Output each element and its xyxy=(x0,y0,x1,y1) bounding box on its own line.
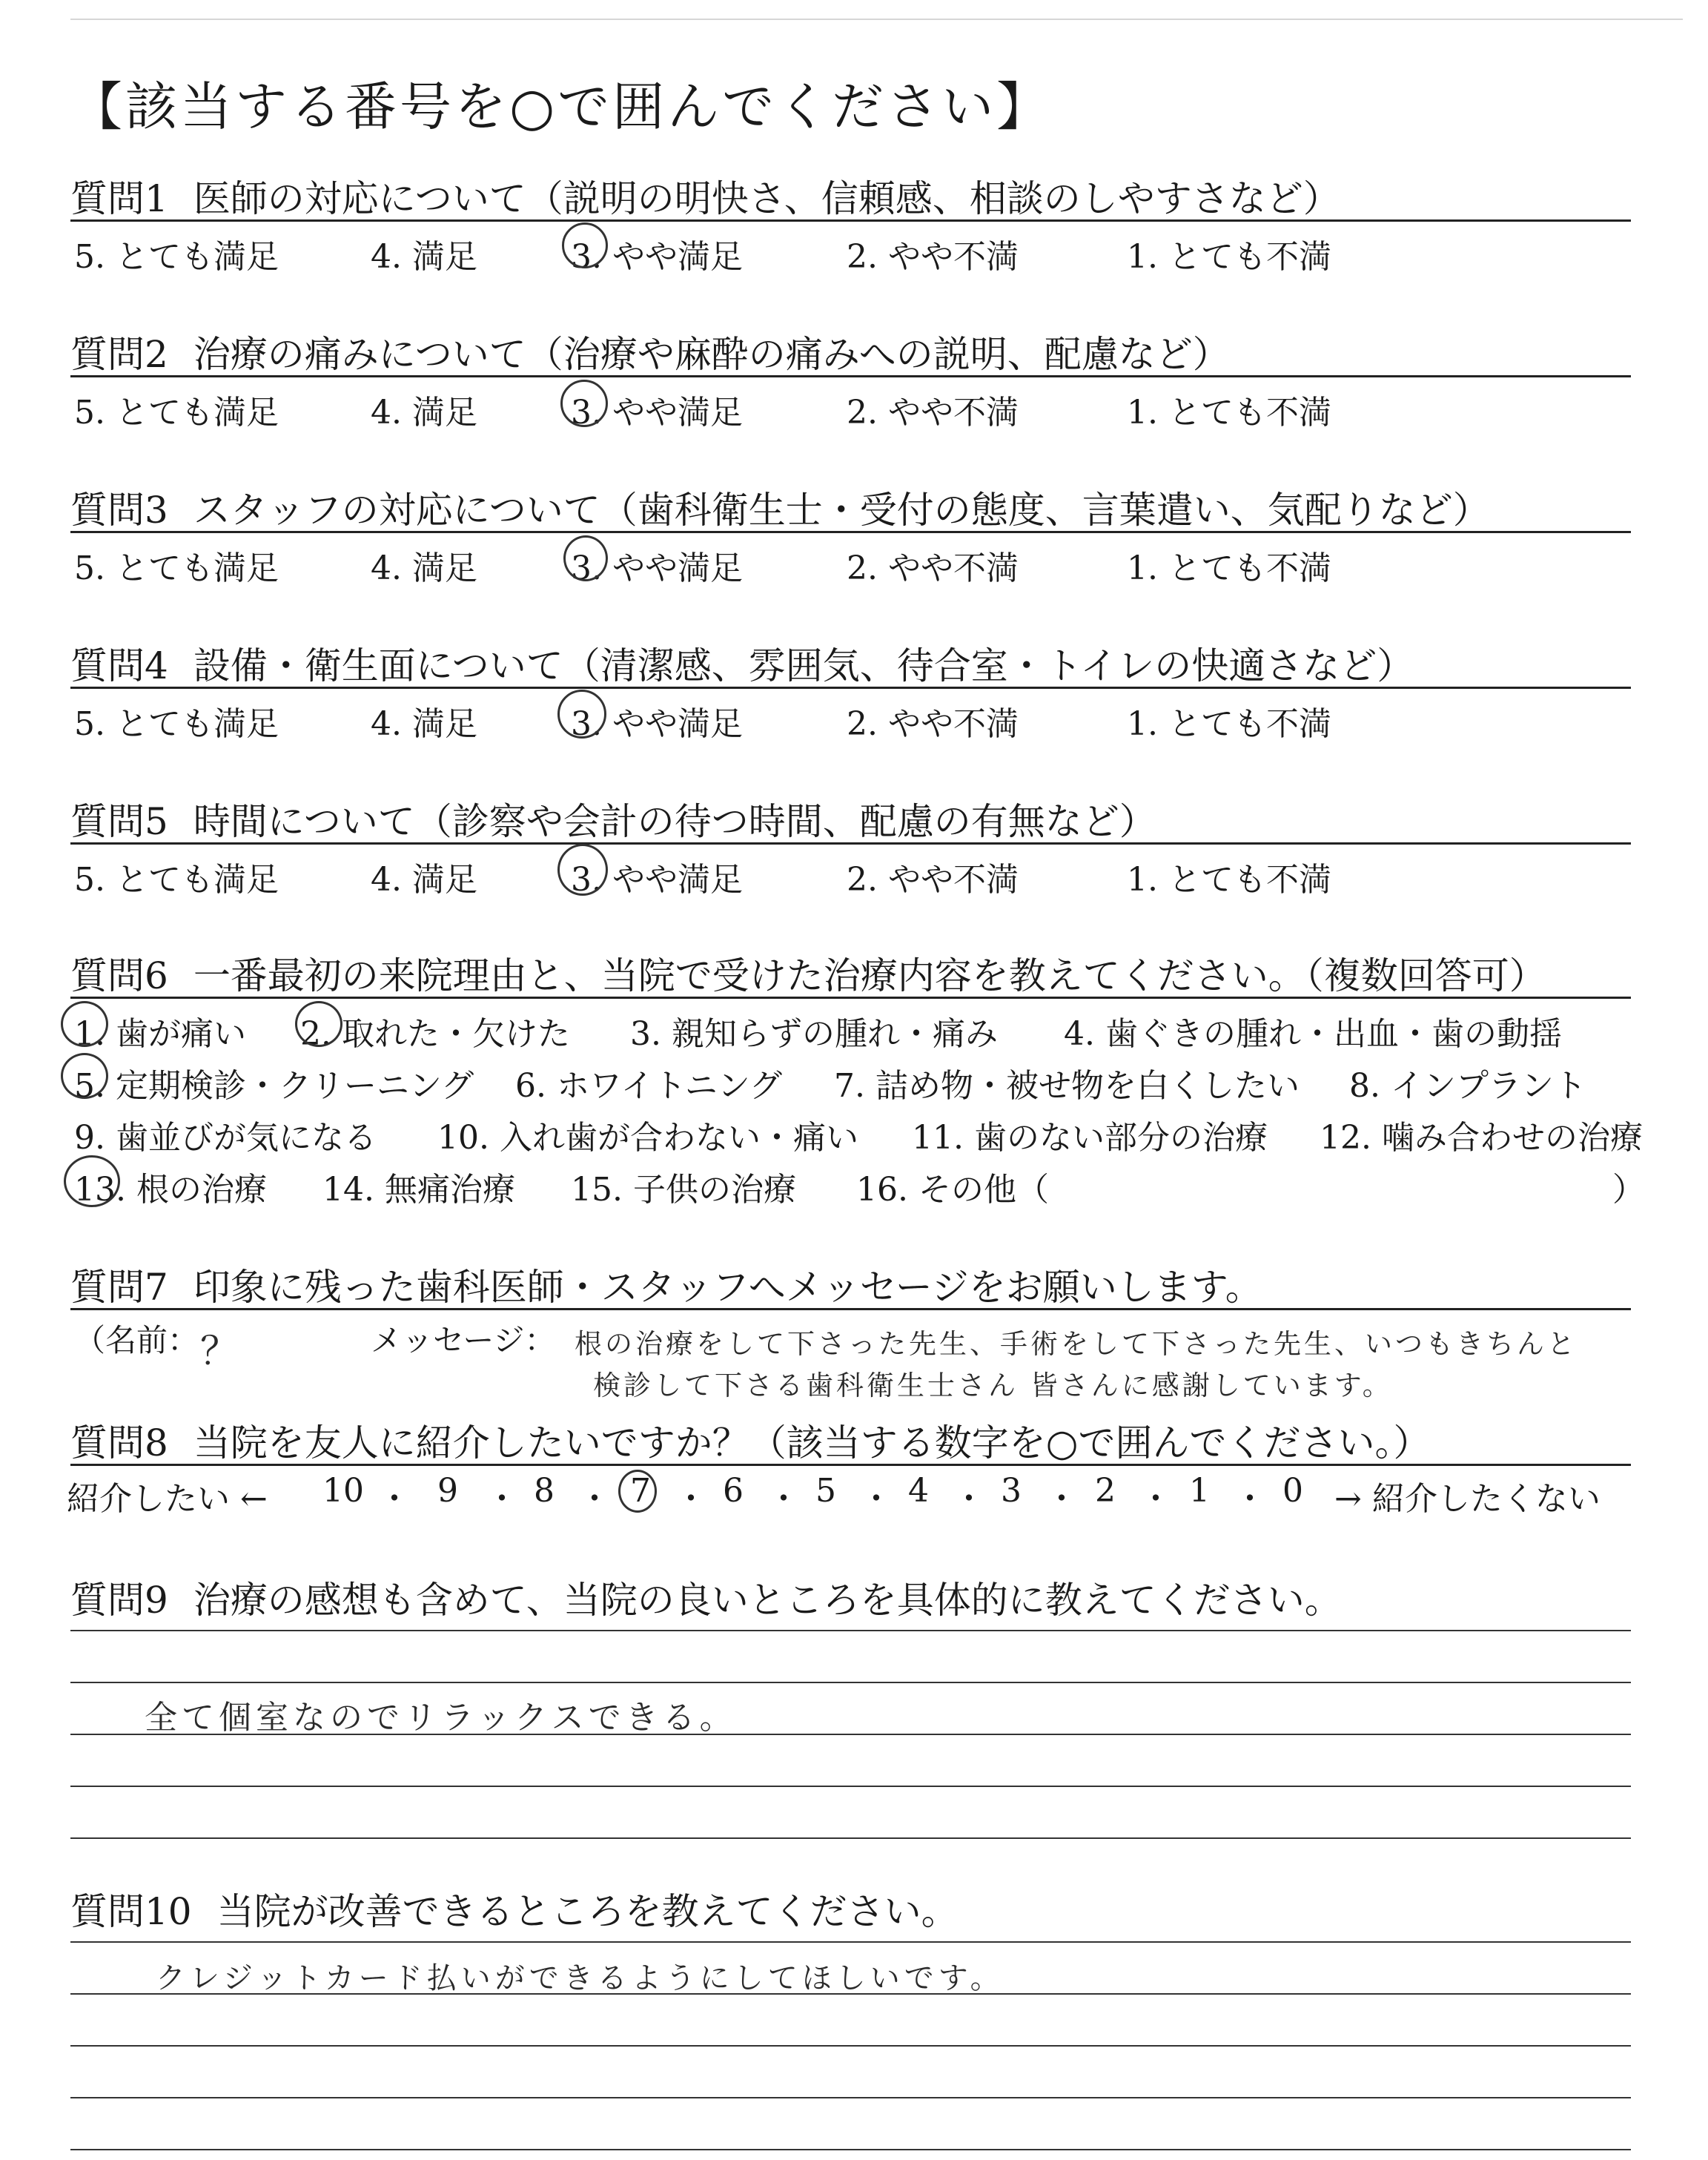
rating-option-3[interactable]: 3. やや満足 xyxy=(571,861,743,899)
question-label: 質問1 xyxy=(70,177,168,220)
question-underline xyxy=(70,1464,1631,1466)
answer-line xyxy=(70,1682,1631,1683)
question-label: 質問10 xyxy=(70,1890,192,1933)
question-9 xyxy=(70,1571,1342,1624)
selection-circle xyxy=(557,690,606,739)
question-label: 質問6 xyxy=(70,954,168,997)
scale-value-7[interactable]: 7 xyxy=(630,1472,651,1510)
rating-option-2[interactable]: 2. やや不満 xyxy=(847,394,1019,432)
question-text: 治療の痛みについて（治療や麻酔の痛みへの説明、配慮など） xyxy=(193,333,1230,376)
question-text: 当院が改善できるところを教えてください。 xyxy=(216,1890,959,1933)
treatment-option[interactable]: 5. 定期検診・クリーニング xyxy=(74,1067,474,1105)
selection-circle xyxy=(557,844,608,896)
treatment-option[interactable]: 9. 歯並びが気になる xyxy=(74,1119,377,1157)
question-underline xyxy=(70,842,1631,845)
scale-value-2[interactable]: 2 xyxy=(1095,1472,1116,1510)
treatment-option[interactable]: 4. 歯ぐきの腫れ・出血・歯の動揺 xyxy=(1064,1015,1562,1053)
rating-option-1[interactable]: 1. とても不満 xyxy=(1127,238,1331,276)
scale-value-0[interactable]: 0 xyxy=(1282,1472,1303,1510)
question-5 xyxy=(70,792,1156,845)
question-text: 医師の対応について（説明の明快さ、信頼感、相談のしやすさなど） xyxy=(193,177,1340,220)
rating-option-1[interactable]: 1. とても不満 xyxy=(1127,861,1331,899)
question-text: スタッフの対応について（歯科衛生士・受付の態度、言葉遣い、気配りなど） xyxy=(193,489,1490,532)
rating-option-4[interactable]: 4. 満足 xyxy=(371,861,477,899)
answer-line xyxy=(70,2045,1631,2047)
scale-value-8[interactable]: 8 xyxy=(534,1472,555,1510)
question-text: 当院を友人に紹介したいですか？（該当する数字を○で囲んでください。） xyxy=(193,1421,1431,1464)
page-title: 【該当する番号を○で囲んでください】 xyxy=(70,76,1052,137)
treatment-option[interactable]: 3. 親知らずの腫れ・痛み xyxy=(630,1015,998,1053)
scale-value-9[interactable]: 9 xyxy=(437,1472,458,1510)
rating-option-5[interactable]: 5. とても満足 xyxy=(74,238,279,276)
rating-option-2[interactable]: 2. やや不満 xyxy=(847,238,1019,276)
scale-dot: ・ xyxy=(767,1480,800,1518)
answer-line xyxy=(70,1630,1631,1631)
question-4 xyxy=(70,636,1414,690)
scale-dot: ・ xyxy=(486,1480,518,1518)
name-label: （名前： xyxy=(74,1322,199,1358)
treatment-option[interactable]: 15. 子供の治療 xyxy=(571,1171,796,1209)
selection-circle xyxy=(560,380,608,427)
rating-option-3[interactable]: 3. やや満足 xyxy=(571,549,743,587)
treatment-option[interactable]: 1. 歯が痛い xyxy=(74,1015,246,1053)
rating-option-3[interactable]: 3. やや満足 xyxy=(571,705,743,743)
rating-option-5[interactable]: 5. とても満足 xyxy=(74,861,279,899)
other-close-paren: ） xyxy=(1612,1171,1645,1209)
selection-circle xyxy=(64,1155,120,1207)
question-label: 質問4 xyxy=(70,644,168,687)
treatment-option[interactable]: 16. その他（ xyxy=(856,1171,1049,1209)
question-label: 質問5 xyxy=(70,800,168,843)
scale-dot: ・ xyxy=(1045,1480,1078,1518)
treatment-option[interactable]: 11. 歯のない部分の治療 xyxy=(912,1119,1268,1157)
treatment-option[interactable]: 12. 噛み合わせの治療 xyxy=(1320,1119,1643,1157)
rating-option-4[interactable]: 4. 満足 xyxy=(371,705,477,743)
question-2 xyxy=(70,325,1230,378)
selection-circle xyxy=(562,222,608,268)
rating-option-4[interactable]: 4. 満足 xyxy=(371,549,477,587)
question-3 xyxy=(70,480,1490,534)
rating-option-1[interactable]: 1. とても不満 xyxy=(1127,705,1331,743)
question-text: 時間について（診察や会計の待つ時間、配慮の有無など） xyxy=(193,800,1156,843)
scale-dot: ・ xyxy=(675,1480,707,1518)
rating-option-4[interactable]: 4. 満足 xyxy=(371,238,477,276)
question-label: 質問8 xyxy=(70,1421,168,1464)
question-underline xyxy=(70,219,1631,222)
answer-line xyxy=(70,1941,1631,1943)
scale-dot: ・ xyxy=(1234,1480,1266,1518)
question-10 xyxy=(70,1882,959,1935)
rating-option-5[interactable]: 5. とても満足 xyxy=(74,705,279,743)
rating-option-1[interactable]: 1. とても不満 xyxy=(1127,394,1331,432)
question-label: 質問9 xyxy=(70,1579,168,1622)
selection-circle xyxy=(295,1001,342,1047)
q10-answer-handwritten: クレジットカード払いができるようにしてほしいです。 xyxy=(156,1961,1004,1995)
rating-option-3[interactable]: 3. やや満足 xyxy=(571,394,743,432)
question-underline xyxy=(70,687,1631,689)
treatment-option[interactable]: 7. 詰め物・被せ物を白くしたい xyxy=(834,1067,1300,1105)
message-handwritten-line-2: 検診して下さる歯科衛生士さん 皆さんに感謝しています。 xyxy=(593,1370,1393,1401)
scale-right-label: → 紹介したくない xyxy=(1334,1480,1601,1518)
message-handwritten-line-1: 根の治療をして下さった先生、手術をして下さった先生、いつもきちんと xyxy=(575,1328,1578,1360)
scale-value-10[interactable]: 10 xyxy=(322,1472,364,1510)
scale-left-label: 紹介したい ← xyxy=(67,1480,268,1518)
scale-dot: ・ xyxy=(860,1480,893,1518)
treatment-option[interactable]: 14. 無痛治療 xyxy=(322,1171,515,1209)
scale-value-6[interactable]: 6 xyxy=(723,1472,744,1510)
question-7 xyxy=(70,1258,1262,1311)
question-underline xyxy=(70,531,1631,533)
message-label: メッセージ： xyxy=(371,1322,556,1358)
scale-value-4[interactable]: 4 xyxy=(908,1472,929,1510)
rating-option-2[interactable]: 2. やや不満 xyxy=(847,549,1019,587)
answer-line xyxy=(70,1786,1631,1787)
name-handwritten: ？ xyxy=(200,1330,244,1374)
answer-line xyxy=(70,1837,1631,1839)
question-label: 質問3 xyxy=(70,489,168,532)
question-text: 一番最初の来院理由と、当院で受けた治療内容を教えてください。（複数回答可） xyxy=(193,954,1546,997)
rating-option-3[interactable]: 3. やや満足 xyxy=(571,238,743,276)
question-8 xyxy=(70,1413,1430,1467)
question-text: 印象に残った歯科医師・スタッフへメッセージをお願いします。 xyxy=(193,1266,1262,1309)
rating-option-5[interactable]: 5. とても満足 xyxy=(74,394,279,432)
question-text: 治療の感想も含めて、当院の良いところを具体的に教えてください。 xyxy=(193,1579,1342,1622)
rating-option-2[interactable]: 2. やや不満 xyxy=(847,705,1019,743)
rating-option-5[interactable]: 5. とても満足 xyxy=(74,549,279,587)
scale-value-5[interactable]: 5 xyxy=(815,1472,836,1510)
question-1 xyxy=(70,169,1340,222)
treatment-option[interactable]: 13. 根の治療 xyxy=(74,1171,267,1209)
answer-line xyxy=(70,2097,1631,2098)
question-text: 設備・衛生面について（清潔感、雰囲気、待合室・トイレの快適さなど） xyxy=(193,644,1414,687)
selection-circle xyxy=(61,1053,108,1099)
answer-line xyxy=(70,2149,1631,2150)
scale-dot: ・ xyxy=(1139,1480,1172,1518)
question-underline xyxy=(70,375,1631,377)
scale-value-3[interactable]: 3 xyxy=(1001,1472,1022,1510)
treatment-option[interactable]: 8. インプラント xyxy=(1349,1067,1586,1105)
scale-value-1[interactable]: 1 xyxy=(1189,1472,1210,1510)
selection-circle xyxy=(563,535,608,581)
rating-option-2[interactable]: 2. やや不満 xyxy=(847,861,1019,899)
scale-dot: ・ xyxy=(378,1480,411,1518)
rating-option-1[interactable]: 1. とても不満 xyxy=(1127,549,1331,587)
question-label: 質問2 xyxy=(70,333,168,376)
selection-circle xyxy=(618,1470,657,1513)
question-underline xyxy=(70,997,1631,999)
question-6 xyxy=(70,946,1546,1000)
scale-dot: ・ xyxy=(578,1480,611,1518)
selection-circle xyxy=(61,1001,108,1047)
treatment-option[interactable]: 2. 取れた・欠けた xyxy=(300,1015,570,1053)
question-underline xyxy=(70,1308,1631,1310)
question-label: 質問7 xyxy=(70,1266,168,1309)
rating-option-4[interactable]: 4. 満足 xyxy=(371,394,477,432)
treatment-option[interactable]: 6. ホワイトニング xyxy=(515,1067,783,1105)
scale-dot: ・ xyxy=(953,1480,985,1518)
q9-answer-handwritten: 全て個室なのでリラックスできる。 xyxy=(145,1699,737,1737)
top-divider xyxy=(70,19,1683,20)
treatment-option[interactable]: 10. 入れ歯が合わない・痛い xyxy=(437,1119,858,1157)
